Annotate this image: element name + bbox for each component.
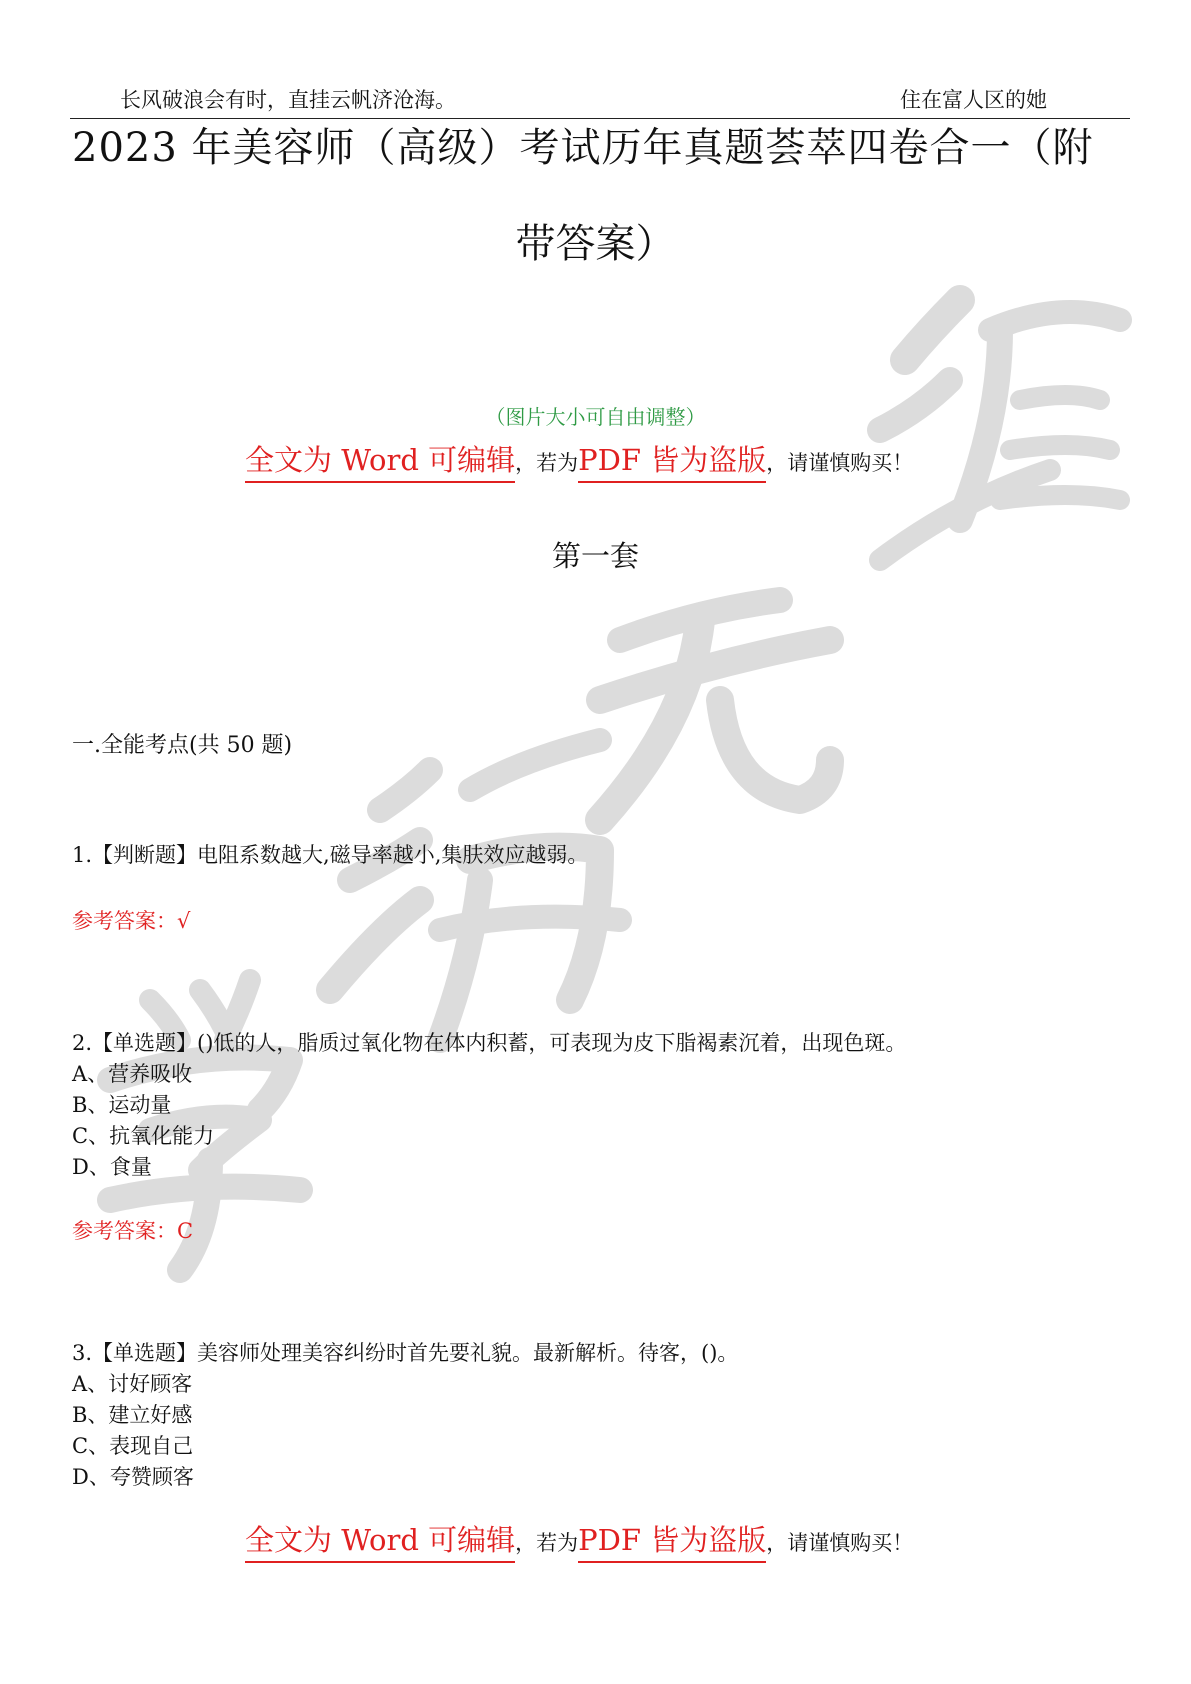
notice-word-editable: 全文为 Word 可编辑 [245,443,515,483]
copyright-notice-bottom [245,1518,913,1559]
notice-caution: ，请谨慎购买！ [766,451,914,475]
notice-pdf-pirated: PDF 皆为盗版 [578,1523,766,1563]
question-stem: 2.【单选题】()低的人，脂质过氧化物在体内积蓄，可表现为皮下脂褐素沉着，出现色斑。 [72,1031,907,1055]
option-a: A、讨好顾客 [72,1372,193,1396]
notice-separator: ，若为 [515,1531,579,1555]
notice-separator: ，若为 [515,451,579,475]
answer-1: 参考答案：√ [72,909,191,933]
option-a: A、营养吸收 [72,1062,193,1086]
option-d: D、夸赞顾客 [72,1465,194,1489]
option-c: C、表现自己 [72,1434,194,1458]
notice-word-editable: 全文为 Word 可编辑 [245,1523,515,1563]
question-1 [72,840,588,871]
notice-pdf-pirated: PDF 皆为盗版 [578,443,766,483]
answer-2: 参考答案：C [72,1219,194,1243]
header-right-text: 住在富人区的她 [900,88,1047,112]
option-b: B、运动量 [72,1093,172,1117]
question-stem: 1.【判断题】电阻系数越大,磁导率越小,集肤效应越弱。 [72,843,589,867]
copyright-notice-top [245,438,913,479]
notice-caution: ，请谨慎购买！ [766,1531,914,1555]
set-title: 第一套 [551,539,639,573]
document-title-line1: 2023 年美容师（高级）考试历年真题荟萃四卷合一（附 [72,125,1094,171]
option-c: C、抗氧化能力 [72,1124,215,1148]
question-stem: 3.【单选题】美容师处理美容纠纷时首先要礼貌。最新解析。待客，()。 [72,1341,739,1365]
option-d: D、食量 [72,1155,152,1179]
document-title-line2: 带答案） [515,221,676,267]
option-b: B、建立好感 [72,1403,193,1427]
header-left-text: 长风破浪会有时，直挂云帆济沧海。 [120,88,456,112]
question-3 [72,1338,738,1493]
question-2 [72,1028,906,1183]
image-size-note: （图片大小可自由调整） [485,405,706,429]
section-heading: 一.全能考点(共 50 题) [72,733,293,758]
